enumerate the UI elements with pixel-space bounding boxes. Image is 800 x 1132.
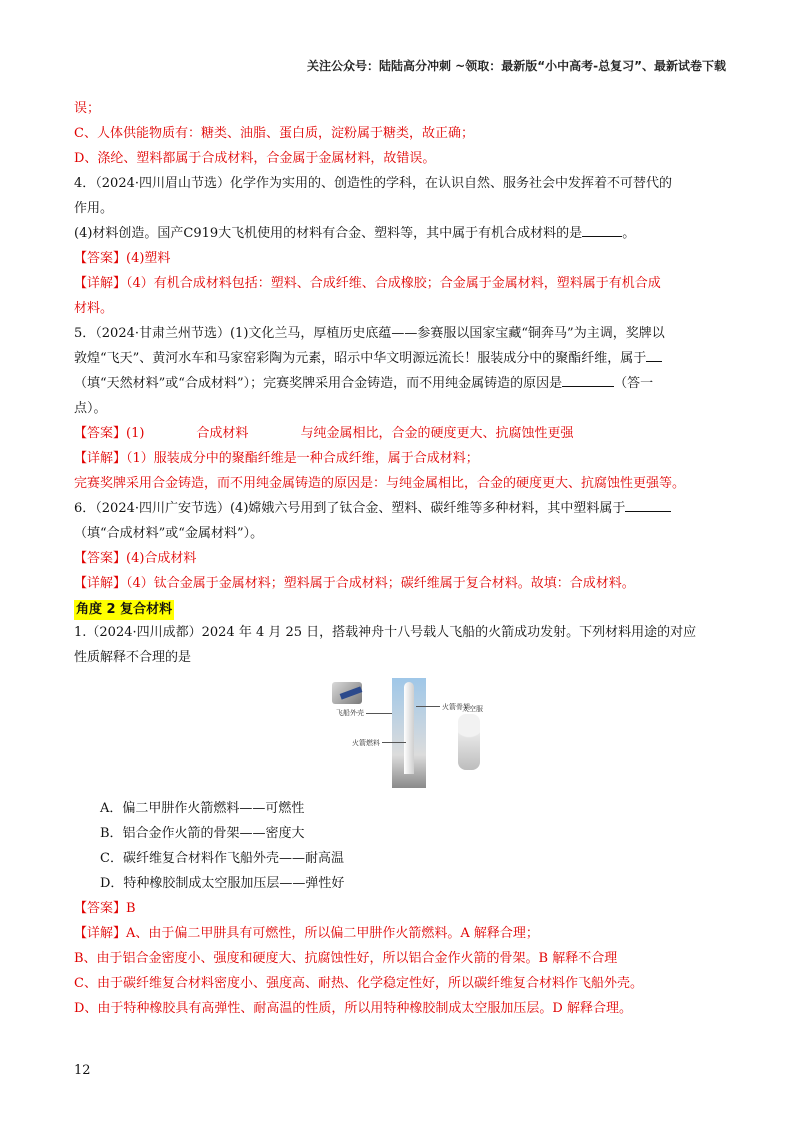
text-line: 性质解释不合理的是	[74, 650, 192, 665]
figure-label: 火箭燃料	[352, 739, 380, 747]
text-line: 敦煌“飞天”、黄河水车和马家窑彩陶为元素，昭示中华文明源远流长！服装成分中的聚酯纤维，属于	[74, 346, 734, 371]
section-heading: 角度 2 复合材料	[74, 600, 174, 620]
leader-line	[382, 742, 406, 743]
answer-line: 【答案】(4)塑料	[74, 251, 171, 266]
text-line: 作用。	[74, 201, 114, 216]
text-line: C、人体供能物质有：糖类、油脂、蛋白质，淀粉属于糖类，故正确；	[74, 126, 474, 141]
text-line: 误；	[74, 101, 101, 116]
text-line: （填“合成材料”或“金属材料”）。	[74, 526, 264, 541]
answer-blank	[646, 348, 662, 362]
explanation-line: 【详解】A、由于偏二甲肼具有可燃性，所以偏二甲肼作火箭燃料。A 解释合理；	[74, 926, 539, 941]
answer-line: 【答案】(4)合成材料	[74, 551, 197, 566]
explanation-line: C、由于碳纤维复合材料密度小、强度高、耐热、化学稳定性好，所以碳纤维复合材料作飞船外壳。	[74, 976, 643, 991]
option-c: C．碳纤维复合材料作飞船外壳——耐高温	[100, 851, 344, 866]
page-header: 关注公众号：陆陆高分冲刺 ~领取：最新版“小中高考-总复习”、最新试卷下载	[307, 59, 726, 73]
document-body	[74, 96, 734, 1021]
explanation-line: 【详解】（1）服装成分中的聚酯纤维是一种合成纤维，属于合成材料；	[74, 451, 479, 466]
text-line: 点）。	[74, 401, 107, 416]
figure-label: 太空服	[462, 705, 483, 713]
astronaut-image	[458, 714, 480, 770]
explanation-line: 材料。	[74, 301, 114, 316]
explanation-line: 完赛奖牌采用合金铸造，而不用纯金属铸造的原因是：与纯金属相比，合金的硬度更大、抗腐蚀性更强等。	[74, 476, 686, 491]
spaceship-image	[332, 682, 362, 704]
rocket-figure	[332, 678, 512, 788]
option-b: B．铝合金作火箭的骨架——密度大	[100, 826, 305, 841]
text-line: （填“天然材料”或“合成材料”）；完赛奖牌采用合金铸造，而不用纯金属铸造的原因是 （答一	[74, 371, 734, 396]
leader-line	[416, 706, 440, 707]
question-6: 6．（2024·四川广安节选）(4)嫦娥六号用到了钛合金、塑料、碳纤维等多种材料，其中塑料属于	[74, 496, 734, 521]
explanation-line: B、由于铝合金密度小、强度和硬度大、抗腐蚀性好，所以铝合金作火箭的骨架。B 解释不合理	[74, 951, 618, 966]
figure-label: 火箭骨架	[442, 703, 470, 711]
page-number: 12	[74, 1063, 91, 1078]
option-d: D．特种橡胶制成太空服加压层——弹性好	[100, 876, 345, 891]
question-5: 5．（2024·甘肃兰州节选）(1)文化兰马，厚植历史底蕴——参赛服以国家宝藏“铜奔马”为主调，奖牌以	[74, 326, 665, 341]
explanation-line: 【详解】（4）钛合金属于金属材料；塑料属于合成材料；碳纤维属于复合材料。故填：合成材料。	[74, 576, 635, 591]
text-line: D、涤纶、塑料都属于合成材料，合金属于金属材料，故错误。	[74, 151, 436, 166]
question-4: 4．（2024·四川眉山节选）化学作为实用的、创造性的学科，在认识自然、服务社会中发挥着不可替代的	[74, 176, 672, 191]
answer-blank	[625, 498, 671, 512]
answer-line: 【答案】(1) 合成材料 与纯金属相比，合金的硬度更大、抗腐蚀性更强	[74, 426, 574, 441]
option-a: A．偏二甲肼作火箭燃料——可燃性	[100, 801, 305, 816]
rocket-image	[404, 682, 414, 774]
explanation-line: 【详解】（4）有机合成材料包括：塑料、合成纤维、合成橡胶；合金属于金属材料，塑料属于有机合成	[74, 276, 661, 291]
answer-blank	[582, 223, 622, 237]
figure-label: 飞船外壳	[336, 709, 364, 717]
answer-line: 【答案】B	[74, 901, 136, 916]
question-s1: 1.（2024·四川成都）2024 年 4 月 25 日，搭载神舟十八号载人飞船的火箭成功发射。下列材料用途的对应	[74, 625, 697, 640]
text-line: (4)材料创造。国产C919大飞机使用的材料有合金、塑料等，其中属于有机合成材料的是 。	[74, 221, 734, 246]
answer-blank	[562, 373, 614, 387]
explanation-line: D、由于特种橡胶具有高弹性、耐高温的性质，所以用特种橡胶制成太空服加压层。D 解释合理。	[74, 1001, 632, 1016]
